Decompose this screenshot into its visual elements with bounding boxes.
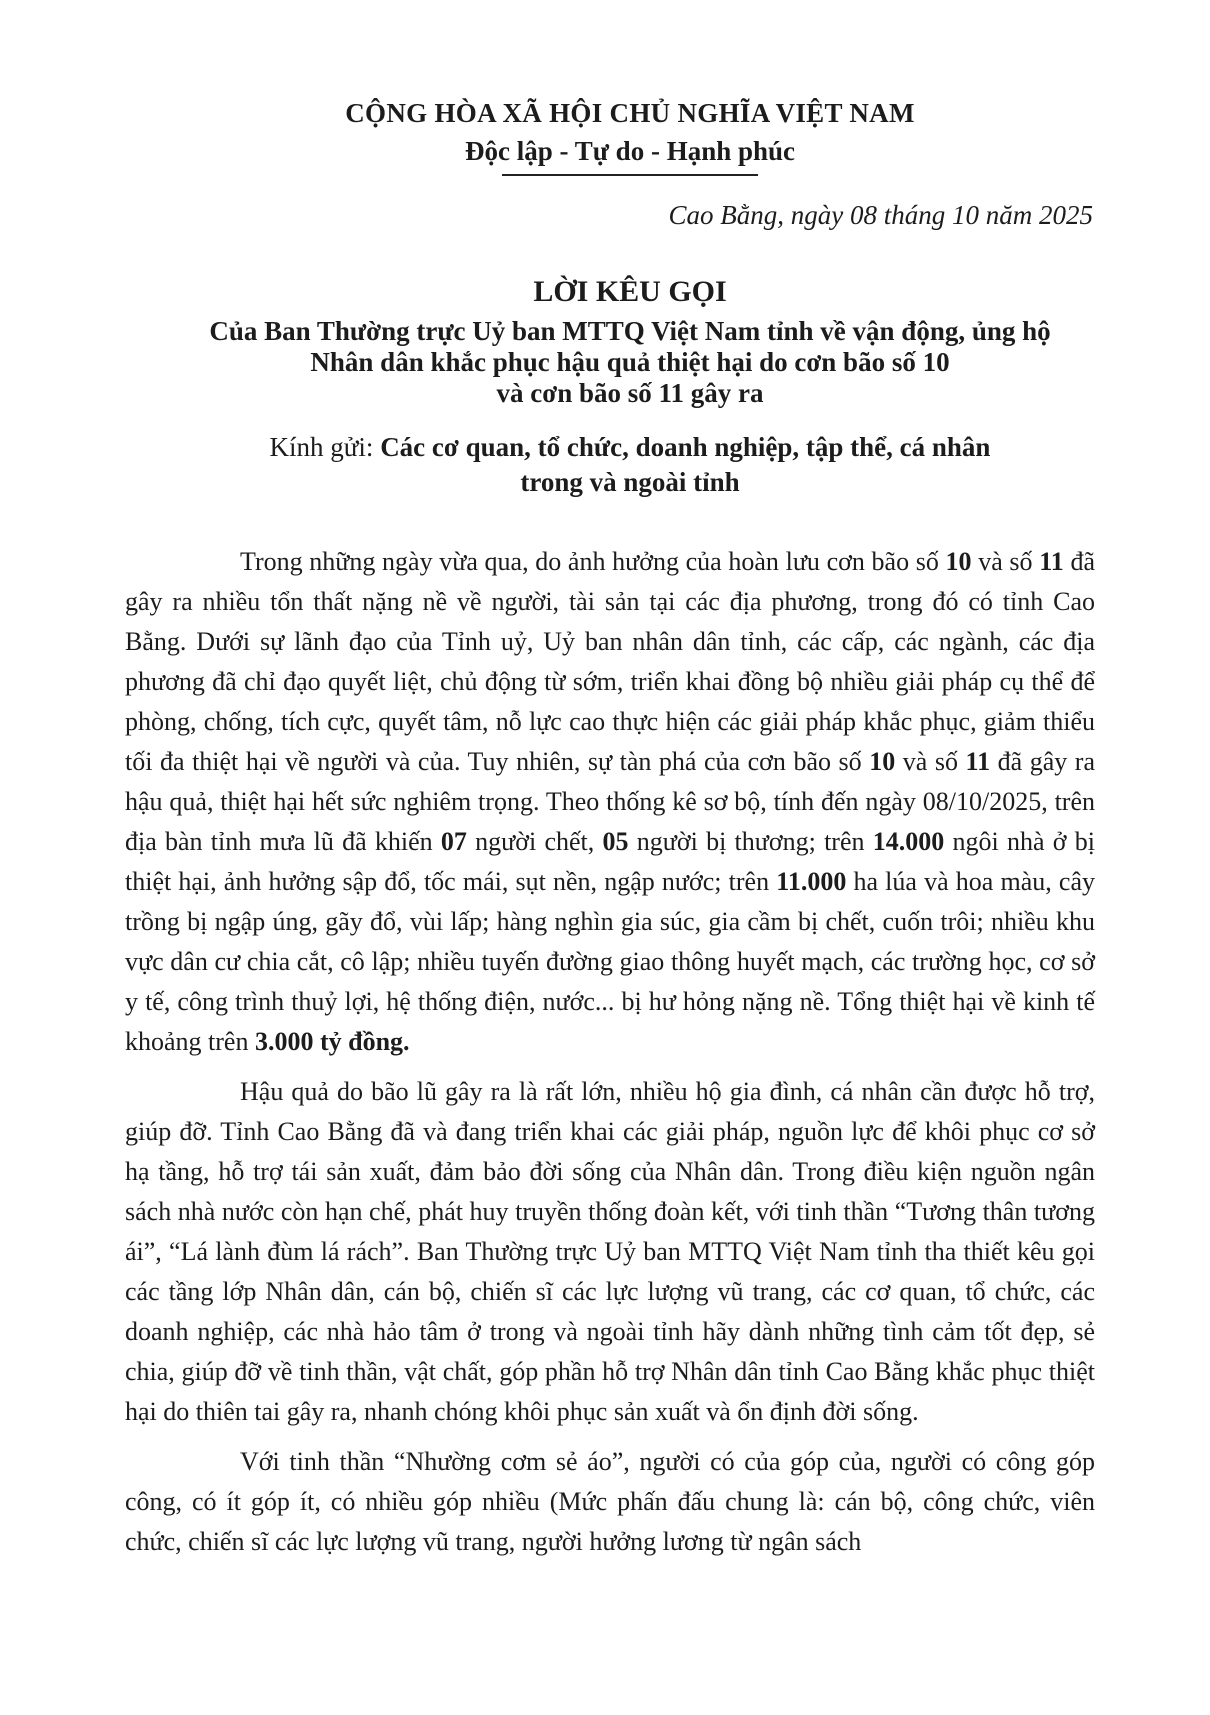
text-run: ha lúa và hoa màu, cây trồng bị ngập úng, gãy đổ, vùi lấp; hàng nghìn gia súc, gia cầm bị chết, cuốn trôi; nhiều khu vực dân cư chia cắt, cô lập; nhiều tuyến đường giao thông huyết mạch, các trường học, cơ sở y tế, công trình thuỷ lợi, hệ thống điện, nước... bị hư hỏng nặng nề. Tổng thiệt hại về kinh tế khoảng trên	[125, 867, 1095, 1056]
bold-text-run: 05	[602, 827, 629, 856]
bold-text-run: 11.000	[776, 867, 847, 896]
bold-text-run: 11	[1039, 547, 1064, 576]
document-title: LỜI KÊU GỌI	[533, 275, 727, 308]
body-paragraph-1	[125, 542, 1095, 1062]
bold-text-run: 3.000 tỷ đồng.	[254, 1027, 410, 1056]
text-run: người bị thương; trên	[628, 827, 873, 856]
national-header	[145, 96, 1115, 176]
salutation-block	[145, 430, 1115, 500]
salutation-line-1	[145, 430, 1115, 465]
bold-text-run: 07	[440, 827, 467, 856]
document-subtitle	[145, 316, 1115, 409]
bold-text-run: 11	[965, 747, 991, 776]
national-motto: Độc lập - Tự do - Hạnh phúc	[464, 136, 796, 166]
bold-text-run: Các cơ quan, tổ chức, doanh nghiệp, tập thể, cá nhân	[380, 432, 991, 462]
letter-body	[125, 542, 1095, 1562]
text-run: Kính gửi:	[269, 432, 381, 462]
text-run: và số	[895, 747, 966, 776]
subtitle-line-3: và cơn bão số 11 gây ra	[496, 378, 764, 408]
text-run: và số	[971, 547, 1040, 576]
text-run: Trong những ngày vừa qua, do ảnh hưởng của hoàn lưu cơn bão số	[240, 547, 946, 576]
bold-text-run: 10	[869, 747, 896, 776]
subtitle-line-2: Nhân dân khắc phục hậu quả thiệt hại do cơn bão số 10	[310, 347, 950, 377]
salutation-line-2	[145, 465, 1115, 500]
bold-text-run: trong và ngoài tỉnh	[520, 467, 740, 497]
text-run: ngôi nhà ở bị thiệt hại, ảnh hưởng sập đổ, tốc mái, sụt nền, ngập nước; trên	[125, 827, 1095, 896]
text-run: Với tinh thần “Nhường cơm sẻ áo”, người có của góp của, người có công góp công, có ít góp ít, có nhiều góp nhiều (Mức phấn đấu chung là: cán bộ, công chức, viên chức, chiến sĩ các lực lượng vũ trang, người hưởng lương từ ngân sách	[125, 1447, 1095, 1556]
body-paragraph-2	[125, 1072, 1095, 1432]
text-run: đã gây ra hậu quả, thiệt hại hết sức nghiêm trọng. Theo thống kê sơ bộ, tính đến ngày 08/10/2025, trên địa bàn tỉnh mưa lũ đã khiến	[125, 747, 1095, 856]
place-dateline: Cao Bằng, ngày 08 tháng 10 năm 2025	[668, 200, 1093, 230]
body-paragraph-3	[125, 1442, 1095, 1562]
national-title: CỘNG HÒA XÃ HỘI CHỦ NGHĨA VIỆT NAM	[345, 98, 915, 128]
motto-underline-rule	[502, 174, 758, 176]
text-run: người chết,	[466, 827, 603, 856]
subtitle-line-1: Của Ban Thường trực Uỷ ban MTTQ Việt Nam tỉnh về vận động, ủng hộ	[209, 316, 1051, 346]
text-run: Hậu quả do bão lũ gây ra là rất lớn, nhiều hộ gia đình, cá nhân cần được hỗ trợ, giúp đỡ. Tỉnh Cao Bằng đã và đang triển khai các giải pháp, nguồn lực để khôi phục cơ sở hạ tầng, hỗ trợ tái sản xuất, đảm bảo đời sống của Nhân dân. Trong điều kiện nguồn ngân sách nhà nước còn hạn chế, phát huy truyền thống đoàn kết, với tinh thần “Tương thân tương ái”, “Lá lành đùm lá rách”. Ban Thường trực Uỷ ban MTTQ Việt Nam tỉnh tha thiết kêu gọi các tầng lớp Nhân dân, cán bộ, chiến sĩ các lực lượng vũ trang, các cơ quan, tổ chức, các doanh nghiệp, các nhà hảo tâm ở trong và ngoài tỉnh hãy dành những tình cảm tốt đẹp, sẻ chia, giúp đỡ về tinh thần, vật chất, góp phần hỗ trợ Nhân dân tỉnh Cao Bằng khắc phục thiệt hại do thiên tai gây ra, nhanh chóng khôi phục sản xuất và ổn định đời sống.	[125, 1077, 1095, 1426]
text-run: đã gây ra nhiều tổn thất nặng nề về người, tài sản tại các địa phương, trong đó có tỉnh Cao Bằng. Dưới sự lãnh đạo của Tỉnh uỷ, Uỷ ban nhân dân tỉnh, các cấp, các ngành, các địa phương đã chỉ đạo quyết liệt, chủ động từ sớm, triển khai đồng bộ nhiều giải pháp cụ thể để phòng, chống, tích cực, quyết tâm, nỗ lực cao thực hiện các giải pháp khắc phục, giảm thiểu tối đa thiệt hại về người và của. Tuy nhiên, sự tàn phá của cơn bão số	[125, 547, 1095, 776]
bold-text-run: 14.000	[872, 827, 945, 856]
bold-text-run: 10	[945, 547, 972, 576]
